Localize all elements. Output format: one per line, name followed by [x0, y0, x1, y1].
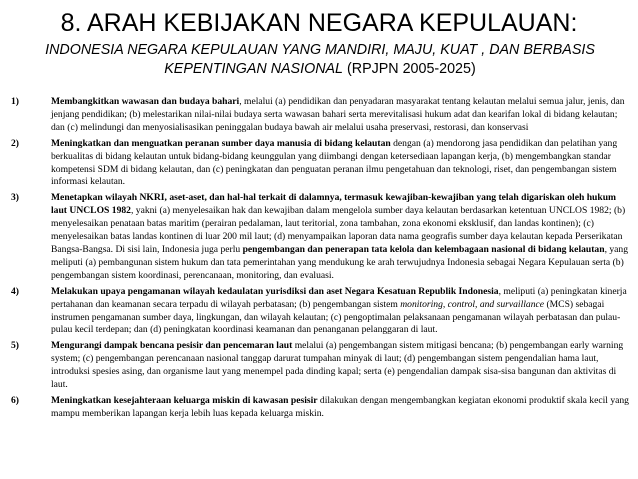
item-lead: Meningkatkan dan menguatkan peranan sumber daya manusia di bidang kelautan	[51, 137, 391, 149]
item-lead: Membangkitkan wawasan dan budaya bahari	[51, 96, 240, 107]
subtitle-main: INDONESIA NEGARA KEPULAUAN YANG MANDIRI, MAJU, KUAT , DAN BERBASIS KEPENTINGAN NASIONAL	[45, 42, 595, 77]
item-text: dengan (a) mendorong jasa pendidikan dan pelatihan yang berkualitas di bidang kelautan untuk bidang-bidang keunggulan yang diimbangi dengan ketersediaan lapangan kerja, (b) mengembangkan standar kompetensi SDM di bidang kelautan, dan (c) peningkatan dan penguatan peranan ilmu pengetahuan dan teknologi, riset, dan pengembangan sistem informasi kelautan.	[51, 137, 618, 188]
item-number: 2)	[11, 137, 19, 149]
item-number: 1)	[11, 96, 19, 107]
slide-subtitle	[40, 41, 600, 79]
list-item-3	[11, 192, 631, 282]
item-lead: Melakukan upaya pengamanan wilayah kedaulatan yurisdiksi dan aset Negara Kesatuan Republik Indonesia	[51, 285, 499, 297]
list-item-4	[11, 286, 631, 338]
policy-list	[11, 96, 631, 424]
item-lead: Mengurangi dampak bencana pesisir dan pencemaran laut	[51, 340, 293, 352]
item-text-continued: , yang meliputi (a) pembangunan sistem hukum dan tata pemerintahan yang mendukung ke arah terwujudnya Indonesia sebagai Negara Kepulauan serta (b) pengembangan sistem koordinasi, perencanaan, monitoring, dan evaluasi.	[51, 243, 629, 281]
item-text: , yakni (a) menyelesaikan hak dan kewajiban dalam mengelola sumber daya kelautan berdasarkan ketentuan UNCLOS 1982; (b) menyelesaikan penataan batas maritim (perairan pedalaman, laut teritorial, zona tambahan, zona ekonomi eksklusif, dan landas kontinen); (c) menyelesaikan batas landas kontinen di luar 200 mil laut; (d) menyampaikan laporan data nama geografis sumber daya kelautan kepada Perserikatan Bangsa-Bangsa. Di sisi lain, Indonesia juga perlu	[51, 205, 626, 255]
item-number: 6)	[11, 394, 19, 406]
item-number: 5)	[11, 340, 19, 352]
item-number: 3)	[11, 192, 19, 204]
list-item-5	[11, 340, 631, 392]
list-item-6	[11, 395, 631, 421]
item-text: dilakukan dengan mengembangkan kegiatan ekonomi produktif skala kecil yang mampu memberikan lapangan kerja lebih luas kepada keluarga miskin.	[51, 394, 629, 419]
item-lead: Menetapkan wilayah NKRI, aset-aset, dan hal-hal terkait di dalamnya, termasuk kewajiban-kewajiban yang telah digariskan oleh hukum laut UNCLOS 1982	[51, 192, 617, 217]
item-text: , melalui (a) pendidikan dan penyadaran masyarakat tentang kelautan melalui semua jalur, jenis, dan jenjang pendidikan; (b) melestarikan nilai-nilai budaya serta wawasan bahari serta merevitalisasi hukum adat dan kearifan lokal di bidang kelautan; dan (c) melindungi dan menyosialisasikan peninggalan budaya bawah air melalui usaha preservasi, restorasi, dan konservasi	[51, 96, 625, 133]
list-item-1	[11, 96, 631, 135]
item-number: 4)	[11, 285, 19, 297]
item-italic-term: monitoring, control, and survaillance	[400, 298, 545, 310]
item-text: melalui (a) pengembangan sistem mitigasi bencana; (b) pengembangan early warning system; (c) pengembangan perencanaan nasional tanggap darurat tumpahan minyak di laut; (d) pengembangan sistem pengendalian hama laut, introduksi spesies asing, dan organisme laut yang menempel pada dinding kapal; serta (e) pengendalian dampak sisa-sisa bangunan dan aktivitas di laut.	[51, 340, 624, 391]
slide-title: 8. ARAH KEBIJAKAN NEGARA KEPULAUAN:	[60, 9, 578, 37]
subtitle-reference: (RPJPN 2005-2025)	[343, 61, 476, 77]
item-text-continued: (MCS) sebagai instrumen pengamanan sumber daya, lingkungan, dan wilayah kelautan; (c) pengoptimalan pelaksanaan pengamanan wilayah perbatasan dan pulau- pulau kecil terdepan; dan (d) peningkatan koordinasi keamanan dan penanganan pelanggaran di laut.	[51, 298, 621, 336]
item-lead-secondary: pengembangan dan penerapan tata kelola dan kelembagaan nasional di bidang kelautan	[242, 243, 605, 255]
item-text: , meliputi (a) peningkatan kinerja pertahanan dan keamanan secara terpadu di wilayah perbatasan; (b) pengembangan sistem	[51, 285, 627, 310]
item-lead: Meningkatkan kesejahteraan keluarga miskin di kawasan pesisir	[51, 394, 318, 406]
list-item-2	[11, 138, 631, 190]
